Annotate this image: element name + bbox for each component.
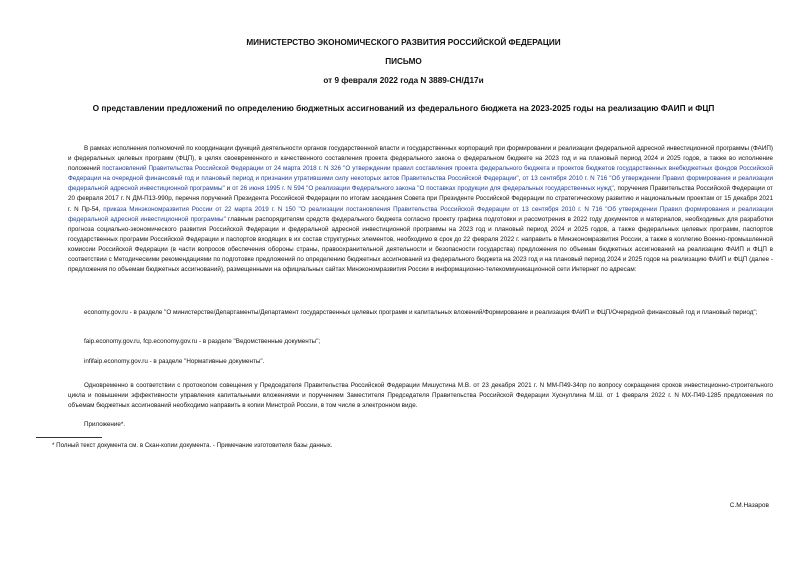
paragraph-text: В рамках исполнения полномочий по координации функций деятельности органов государственной власти и государственных корпораций при формировании и реализации федеральной адресной инвестиционной программы (ФАИП) и федеральных целевых программ (ФЦП), в целях своевременного и качественного составления проекта федерального закона о федеральном бюджете на 2023 год и на плановый период 2024 и 2025 годов, а также во исполнение положений — [68, 145, 773, 173]
address-faip-fcp: faip.economy.gov.ru, fcp.economy.gov.ru - в разделе "Ведомственные документы"; — [84, 338, 321, 345]
address-infifaip: infifaip.economy.gov.ru - в разделе "Нормативные документы". — [84, 358, 265, 365]
paragraph-text: , поручения Правительства Российской Федерации от 20 февраля 2017 г. N ДМ-П13-990р, перечня поручений Президента Российской Федерации по итогам заседания Совета при Президенте Российской Федерации по стратегическому развитию и национальным проектам от 15 декабря 2021 г. N Пр-54, — [68, 185, 773, 213]
signature: С.М.Назаров — [729, 502, 769, 509]
link-postanovlenie-716[interactable]: от 13 сентября 2010 г. N 716 "Об утверждении Правил формирования и реализации федеральной адресной инвестиционной программы" — [68, 175, 774, 193]
address-economy: economy.gov.ru - в разделе "О министерстве/Департаменты/Департамент государственных целевых программ и капитальных вложений/Формирование и реализация ФАИП и ФЦП/Очередной финансовый год и плановый период"; — [84, 309, 758, 316]
document-type: ПИСЬМО — [385, 57, 422, 66]
link-prikaz-150[interactable]: приказа Минэкономразвития России от 22 марта 2019 г. N 150 "О реализации постановления Правительства Российской Федерации от 13 сентября 2010 г. N 716 "Об утверждении Правил формирования и реализации федеральной адресной инвестиционной программы" — [68, 205, 773, 223]
paragraph-main — [68, 144, 773, 275]
link-postanovlenie-594[interactable]: от 26 июня 1995 г. N 594 "О реализации Федерального закона "О поставках продукции для федеральных государственных нужд" — [232, 185, 614, 193]
paragraph-text: и — [224, 185, 233, 193]
document-subject: О представлении предложений по определению бюджетных ассигнований из федерального бюджета на 2023-2025 годы на реализацию ФАИП и ФЦП — [92, 103, 715, 113]
paragraph-simultaneously: Одновременно в соответствии с протоколом совещения у Председателя Правительства Российской Федерации Мишустина М.В. от 23 декабря 2021 г. N ММ-П49-34пр по вопросу сокращения сроков инвестиционно-строительного цикла и повышении эффективности управления капитальными вложениями и поручением Заместителя Председателя Правительства Российской Федерации Хуснуллина М.Ш. от 1 февраля 2022 г. N МХ-П49-1285 предложения по объемам бюджетных ассигнований необходимо направить в копии Минстрой России, в том числе в электронном виде. — [68, 382, 773, 410]
link-postanovlenie-326[interactable]: постановлений Правительства Российской Федерации от 24 марта 2018 г. N 326 "О утверждении правил составления проекта федерального бюджета и проектов бюджетов государственных внебюджетных фондов Российской Федерации на очередной финансовый год и плановый период и признании утратившими силу некоторых актов Правительства Российской Федерации" — [68, 165, 773, 183]
document-date-number: от 9 февраля 2022 года N 3889-СН/Д17и — [323, 76, 484, 85]
appendix-note: Приложение*. — [84, 421, 126, 428]
footnote-divider — [36, 437, 102, 438]
paragraph-text: , — [518, 175, 523, 183]
footnote: * Полный текст документа см. в Скан-копии документа. - Примечание изготовителя базы данных. — [52, 442, 333, 449]
ministry-heading: МИНИСТЕРСТВО ЭКОНОМИЧЕСКОГО РАЗВИТИЯ РОССИЙСКОЙ ФЕДЕРАЦИИ — [246, 38, 561, 47]
paragraph-text: главным распорядителям средств федерального бюджета согласно проекту графика подготовки и рассмотрения в 2022 году документов и материалов, необходимых для разработки прогноза социально-экономического развития Российской Федерации и федеральной адресной инвестиционной программы на 2023 год и плановый период 2024 и 2025 годов, а также федеральных целевых программ, паспортов государственных программ Российской Федерации и паспортов входящих в их состав структурных элементов, необходимо в срок до 22 февраля 2022 г. направить в Минэкономразвития России, а также в коллегию Военно-промышленной комиссии Российской Федерации (в части вопросов обеспечения обороны страны, правоохранительной деятельности и безопасности государства) предложения по объемам бюджетных ассигнований на реализацию ФАИП и ФЦП в соответствии с Методическими рекомендациями по подготовке предложений по определению бюджетных ассигнований из федерального бюджета на 2023 год и на плановый период 2024 и 2025 годов на реализацию ФАИП и ФЦП (далее - предложения по объемам бюджетных ассигнований), размещенными на официальных сайтах Минэкономразвития России в информационно-телекоммуникационной сети Интернет по адресам: — [68, 215, 773, 274]
